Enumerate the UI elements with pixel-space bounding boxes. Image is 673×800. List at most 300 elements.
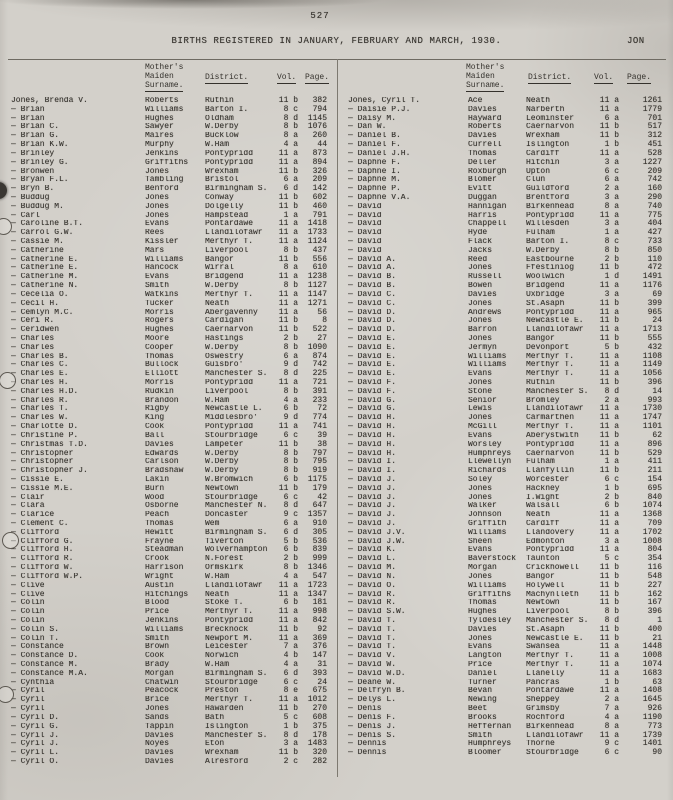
entry-vol: 8 c (283, 104, 298, 114)
entry-vol: 11 b (278, 316, 298, 326)
entry-name: — David I. (348, 467, 397, 476)
entry-vol: 11 a (599, 668, 619, 678)
table-row (11, 176, 327, 185)
entry-name: — Carl (11, 211, 40, 220)
entry-district: Newcastle L. (205, 405, 263, 414)
entry-page: 1 (657, 615, 662, 625)
entry-name: — Cynthia (11, 678, 55, 687)
entry-mother-surname: Austin (145, 581, 174, 590)
entry-vol: 11 b (278, 748, 298, 758)
entry-mother-surname: Hannigan (468, 202, 507, 211)
entry-vol: 11 b (599, 316, 619, 326)
entry-name: — Clifford W.P. (11, 572, 84, 581)
header-line: Surname. (145, 81, 184, 90)
entry-name: — Deane W. (348, 678, 397, 687)
entry-name: — Dennis (348, 749, 387, 758)
entry-name: — David E. (348, 361, 397, 370)
table-row (11, 494, 327, 503)
entry-page: 154 (647, 474, 662, 484)
entry-vol: 11 a (599, 369, 619, 379)
entry-page: 225 (312, 369, 327, 379)
entry-name: — David B. (348, 273, 397, 282)
entry-mother-surname: Senior (468, 396, 497, 405)
entry-mother-surname: Evans (468, 370, 493, 379)
entry-name: — Brian (11, 105, 45, 114)
entry-district: W.Derby (205, 123, 239, 132)
entry-mother-surname: Jermyn (468, 343, 497, 352)
entry-page: 1074 (642, 501, 662, 511)
entry-vol: 8 a (604, 721, 619, 731)
entry-mother-surname: Davies (468, 132, 497, 141)
entry-page: 227 (647, 580, 662, 590)
entry-district: W.Derby (205, 458, 239, 467)
entry-name: — Cyril O. (11, 757, 60, 766)
entry-district: Fulham (526, 458, 555, 467)
entry-district: Birkenhead (526, 202, 575, 211)
table-row (11, 723, 327, 732)
entry-district: Merthyr T. (526, 661, 575, 669)
entry-page: 1108 (642, 351, 662, 361)
entry-name: — Ceridwen (11, 326, 60, 335)
entry-name: — David G. (348, 405, 397, 414)
entry-district: W.Derby (205, 449, 239, 458)
entry-page: 396 (647, 378, 662, 387)
entry-district: Hastings (205, 334, 244, 343)
header-vol: Vol. (277, 73, 297, 82)
entry-district: Merthyr T. (526, 352, 575, 361)
entry-mother-surname: Currell (468, 141, 502, 150)
entry-name: — Charles C. (11, 361, 69, 370)
table-row (11, 168, 327, 177)
entry-vol: 11 a (278, 607, 298, 617)
entry-mother-surname: Davies (145, 749, 174, 758)
entry-name: — Christmas T.D. (11, 440, 88, 449)
entry-vol: 11 b (599, 563, 619, 573)
entry-vol: 11 b (599, 571, 619, 581)
entry-mother-surname: Brown (145, 643, 170, 652)
entry-name: — Clifford G. (11, 537, 74, 546)
entry-mother-surname: Llewellyn (468, 458, 512, 467)
entry-name: — David J. (348, 475, 397, 484)
entry-mother-surname: Davies (468, 290, 497, 299)
entry-name: — Cyril (11, 696, 45, 705)
entry-page: 522 (312, 325, 327, 335)
entry-mother-surname: Harris (468, 211, 497, 220)
entry-vol: 11 b (278, 704, 298, 714)
header-line: Maiden (145, 72, 174, 81)
entry-mother-surname: Hughes (468, 608, 497, 617)
entry-vol: 6 b (604, 501, 619, 511)
entry-vol: 11 a (599, 360, 619, 370)
entry-name: — Clement C. (11, 520, 69, 528)
entry-vol: 1 a (604, 457, 619, 467)
entry-mother-surname: Rogers (145, 317, 174, 326)
entry-district: Leicester (205, 643, 249, 652)
entry-mother-surname: Moore (145, 334, 170, 343)
entry-vol: 11 a (278, 378, 298, 387)
entry-name: — David E. (348, 352, 397, 361)
entry-vol: 2 a (604, 395, 619, 405)
entry-vol: 11 b (278, 201, 298, 211)
entry-vol: 11 a (599, 527, 619, 537)
entry-vol: 6 c (604, 474, 619, 484)
entry-mother-surname: Deller (468, 158, 497, 167)
entry-vol: 1 b (604, 140, 619, 150)
entry-district: Eastbourne (526, 255, 575, 264)
entry-vol: 1 b (604, 483, 619, 493)
entry-page: 647 (312, 501, 327, 511)
entry-mother-surname: Benford (145, 185, 179, 194)
entry-district: Neath (205, 590, 230, 599)
entry-name: — David (348, 238, 382, 246)
entry-district: Merthyr T. (526, 423, 575, 432)
entry-mother-surname: Hewitt (145, 528, 174, 537)
entry-name: — David E. (348, 343, 397, 352)
entry-vol: 4 b (283, 651, 298, 661)
entry-mother-surname: Walker (468, 502, 497, 511)
entry-district: Pontypridd (526, 308, 575, 317)
table-row (11, 203, 327, 212)
entry-vol: 8 b (283, 281, 298, 291)
entry-name: — David M. (348, 564, 397, 573)
entry-vol: 11 b (599, 263, 619, 273)
entry-vol: 8 d (604, 615, 619, 625)
entry-page: 842 (312, 615, 327, 625)
table-row (11, 115, 327, 124)
entry-mother-surname: Brooks (468, 713, 497, 722)
entry-mother-surname: Roberts (145, 97, 179, 105)
entry-mother-surname: Thomas (468, 149, 497, 158)
entry-mother-surname: Evitt (468, 185, 493, 194)
entry-name: Jones, Cyril T. (348, 97, 421, 105)
entry-name: — Cecelia O. (11, 290, 69, 299)
entry-page: 1175 (307, 474, 327, 484)
entry-page: 72 (317, 404, 327, 414)
entry-name: — David A. (348, 264, 397, 273)
table-row (11, 467, 327, 476)
entry-district: Machynlleth (526, 590, 579, 599)
entry-name: Jones, Brenda V. (11, 97, 88, 105)
entry-district: Crickhowell (526, 564, 579, 573)
entry-mother-surname: Hughes (145, 114, 174, 123)
entry-mother-surname: Peacock (145, 687, 179, 696)
table-row (11, 511, 327, 520)
entry-name: — Colin S. (11, 625, 60, 634)
entry-district: Stourbridge (526, 749, 579, 758)
entry-district: Llandilofawr (526, 326, 584, 335)
entry-page: 965 (647, 307, 662, 317)
entry-district: Pancras (526, 678, 560, 687)
entry-name: — David (348, 246, 382, 255)
entry-name: — David V. (348, 652, 397, 661)
entry-mother-surname: King (145, 414, 165, 423)
entry-page: 1491 (642, 272, 662, 282)
entry-mother-surname: Lewis (468, 405, 493, 414)
entry-page: 162 (647, 589, 662, 599)
entry-vol: 11 a (599, 730, 619, 740)
entry-vol: 5 c (604, 554, 619, 564)
entry-vol: 3 a (604, 157, 619, 167)
table-row (11, 238, 327, 247)
entry-name: — David J. (348, 502, 397, 511)
entry-page: 354 (647, 554, 662, 564)
entry-vol: 6 c (283, 677, 298, 687)
entry-vol: 4 a (283, 140, 298, 150)
entry-vol: 11 b (599, 633, 619, 643)
header-line: Mother's (466, 63, 505, 72)
entry-district: Pontypridd (205, 379, 254, 387)
entry-mother-surname: Wright (145, 572, 174, 581)
entry-mother-surname: Jones (468, 299, 493, 308)
entry-vol: 3 a (283, 739, 298, 749)
entry-page: 400 (647, 624, 662, 634)
entry-mother-surname: Worsley (468, 440, 502, 449)
entry-mother-surname: Murphy (145, 141, 174, 150)
entry-mother-surname: Thomas (468, 599, 497, 608)
entry-name: — Christopher J. (11, 467, 88, 476)
entry-name: — David J.V. (348, 528, 406, 537)
entry-vol: 8 b (283, 122, 298, 132)
entry-name: — David D. (348, 317, 397, 326)
entry-name: — Clarice (11, 511, 55, 520)
entry-page: 92 (317, 624, 327, 634)
entry-district: Hawarden (205, 705, 244, 714)
entry-page: 305 (312, 527, 327, 537)
entry-vol: 11 b (278, 166, 298, 176)
entry-page: 282 (312, 756, 327, 766)
entry-district: W.Ham (205, 396, 230, 405)
entry-name: — David R. (348, 590, 397, 599)
entry-vol: 8 b (283, 386, 298, 396)
entry-district: Birkenhead (526, 722, 575, 731)
entry-mother-surname: Johnson (468, 511, 502, 520)
entry-district: Llandilofawr (526, 731, 584, 740)
entry-page: 709 (647, 519, 662, 528)
entry-district: Tiverton (205, 537, 244, 546)
entry-page: 774 (312, 413, 327, 423)
entry-name: — Cyril D. (11, 713, 60, 722)
entry-page: 1357 (307, 510, 327, 520)
entry-page: 1368 (642, 510, 662, 520)
entry-mother-surname: Daniel (468, 669, 497, 678)
entry-name: — Charles H. (11, 379, 69, 387)
entry-vol: 6 c (604, 748, 619, 758)
entry-vol: 8 b (283, 466, 298, 476)
entry-name: — David F. (348, 379, 397, 387)
entry-page: 209 (312, 175, 327, 185)
entry-mother-surname: Davies (145, 757, 174, 766)
entry-vol: 4 a (283, 660, 298, 669)
entry-name: — Cyril J. (11, 731, 60, 740)
entry-page: 233 (312, 395, 327, 405)
entry-vol: 8 d (283, 501, 298, 511)
entry-page: 1702 (642, 527, 662, 537)
entry-page: 14 (652, 386, 662, 396)
entry-page: 1238 (307, 272, 327, 282)
entry-page: 791 (312, 210, 327, 220)
entry-name: — Constance M. (11, 661, 79, 669)
entry-district: Pontardawe (205, 220, 254, 229)
entry-page: 1747 (642, 413, 662, 423)
entry-vol: 6 d (283, 184, 298, 194)
entry-mother-surname: Hancock (145, 264, 179, 273)
entry-name: — Daphne I. (348, 167, 401, 176)
entry-mother-surname: Jones (468, 572, 493, 581)
entry-mother-surname: Hyde (468, 229, 488, 238)
entry-district: Liverpool (526, 608, 570, 617)
entry-page: 1176 (642, 281, 662, 291)
entry-vol: 11 a (278, 219, 298, 229)
entry-name: — Christopher (11, 458, 74, 467)
header-district: District. (205, 73, 249, 82)
table-row (11, 538, 327, 547)
entry-page: 209 (647, 166, 662, 176)
entry-name: — Cassie M. (11, 238, 64, 246)
entry-name: — Cemlyn M.C. (11, 308, 74, 317)
entry-mother-surname: Hayward (468, 114, 502, 123)
entry-district: Aberystwith (526, 431, 579, 440)
entry-vol: 3 a (604, 289, 619, 299)
entry-mother-surname: Morris (145, 308, 174, 317)
entry-page: 460 (312, 201, 327, 211)
entry-vol: 11 a (278, 422, 298, 432)
entry-district: Merthyr T. (205, 696, 254, 705)
entry-vol: 11 b (599, 378, 619, 387)
entry-mother-surname: Mars (145, 246, 165, 255)
entry-name: — Clifford R. (11, 555, 74, 564)
entry-vol: 11 a (278, 589, 298, 599)
entry-district: Bucklow (205, 132, 239, 141)
entry-district: Alresford (205, 757, 249, 766)
entry-district: Pontypridd (526, 211, 575, 220)
entry-district: Taunton (526, 555, 560, 564)
entry-name: — Colin (11, 608, 45, 617)
entry-district: Brentford (526, 193, 570, 202)
entry-district: Liverpool (205, 246, 249, 255)
entry-vol: 11 a (599, 413, 619, 423)
entry-vol: 11 a (599, 325, 619, 335)
entry-district: Swansea (526, 643, 560, 652)
entry-name: — Daphne V.A. (348, 193, 411, 202)
entry-district: Stoke T. (205, 599, 244, 608)
entry-page: 773 (647, 721, 662, 731)
entry-name: — Daphne F. (348, 158, 401, 167)
entry-district: W.Ham (205, 661, 230, 669)
register-column-right (348, 97, 662, 758)
entry-vol: 2 b (604, 492, 619, 502)
table-row (11, 256, 327, 265)
entry-vol: 11 a (599, 96, 619, 105)
entry-page: 1408 (642, 686, 662, 696)
entry-mother-surname: Evans (468, 431, 493, 440)
entry-mother-surname: Richards (468, 467, 507, 476)
entry-mother-surname: Griffiths (145, 158, 189, 167)
entry-mother-surname: Williams (468, 352, 507, 361)
entry-page: 39 (317, 430, 327, 440)
entry-page: 290 (647, 192, 662, 202)
entry-vol: 2 c (283, 756, 298, 766)
entry-name: — Bryn B. (11, 185, 55, 194)
entry-mother-surname: Jones (145, 167, 170, 176)
entry-district: Cardiff (526, 520, 560, 528)
entry-vol: 11 a (599, 651, 619, 661)
entry-district: Ruthin (205, 97, 234, 105)
entry-name: — Cyril J. (11, 740, 60, 749)
entry-vol: 11 a (599, 351, 619, 361)
entry-page: 1149 (642, 360, 662, 370)
entry-district: Manchester N. (205, 502, 268, 511)
entry-mother-surname: Williams (145, 105, 184, 114)
entry-vol: 6 b (283, 598, 298, 608)
entry-district: Merthyr T. (205, 608, 254, 617)
entry-mother-surname: Smith (145, 282, 170, 291)
entry-district: Abergavenny (205, 308, 258, 317)
entry-page: 1645 (642, 695, 662, 705)
entry-district: Preston (205, 687, 239, 696)
entry-district: Islington (205, 722, 249, 731)
entry-mother-surname: Chappell (468, 220, 507, 229)
entry-district: Bath (205, 713, 225, 722)
entry-name: — David (348, 202, 382, 211)
entry-mother-surname: Jones (468, 334, 493, 343)
entry-district: I.Wight (526, 493, 560, 502)
entry-mother-surname: Wood (145, 493, 165, 502)
entry-district: Sheppey (526, 696, 560, 705)
entry-district: Bangor (526, 334, 555, 343)
entry-name: — David N. (348, 572, 397, 581)
entry-district: Hackney (526, 484, 560, 493)
entry-district: Newport M. (205, 634, 254, 643)
entry-mother-surname: Williams (468, 361, 507, 370)
entry-name: — Daphne P. (348, 185, 401, 194)
entry-vol: 11 b (278, 325, 298, 335)
entry-name: — David G. (348, 396, 397, 405)
entry-mother-surname: Bloomer (468, 749, 502, 758)
entry-name: — Carrol G.W. (11, 229, 74, 238)
entry-name: — Charlotte D. (11, 423, 79, 432)
entry-vol: 11 a (599, 510, 619, 520)
entry-mother-surname: Sawyer (145, 123, 174, 132)
table-row (11, 643, 327, 652)
entry-vol: 11 a (599, 210, 619, 220)
table-row (11, 502, 327, 511)
entry-mother-surname: Smith (145, 634, 170, 643)
entry-district: Birmingham S. (205, 185, 268, 194)
entry-page: 1683 (642, 668, 662, 678)
entry-name: — Cyril G. (11, 722, 60, 731)
entry-district: Wem (205, 520, 220, 528)
entry-vol: 2 b (283, 554, 298, 564)
entry-name: — David T. (348, 634, 397, 643)
entry-mother-surname: Jenkins (145, 616, 179, 625)
entry-vol: 9 c (283, 510, 298, 520)
entry-name: — David H. (348, 423, 397, 432)
entry-page: 260 (312, 131, 327, 141)
entry-district: Upton (526, 167, 551, 176)
entry-page: 742 (647, 175, 662, 185)
entry-vol: 6 c (604, 166, 619, 176)
header-mothers-maiden-surname (145, 63, 183, 92)
header-vol: Vol. (594, 73, 614, 82)
entry-mother-surname: Tambling (145, 176, 184, 185)
punch-hole (2, 532, 19, 549)
table-row (11, 405, 327, 414)
entry-vol: 11 a (278, 307, 298, 317)
entry-name: — Cyril (11, 705, 45, 714)
entry-vol: 11 b (599, 430, 619, 440)
entry-mother-surname: Brady (145, 661, 170, 669)
entry-mother-surname: Jones (468, 379, 493, 387)
